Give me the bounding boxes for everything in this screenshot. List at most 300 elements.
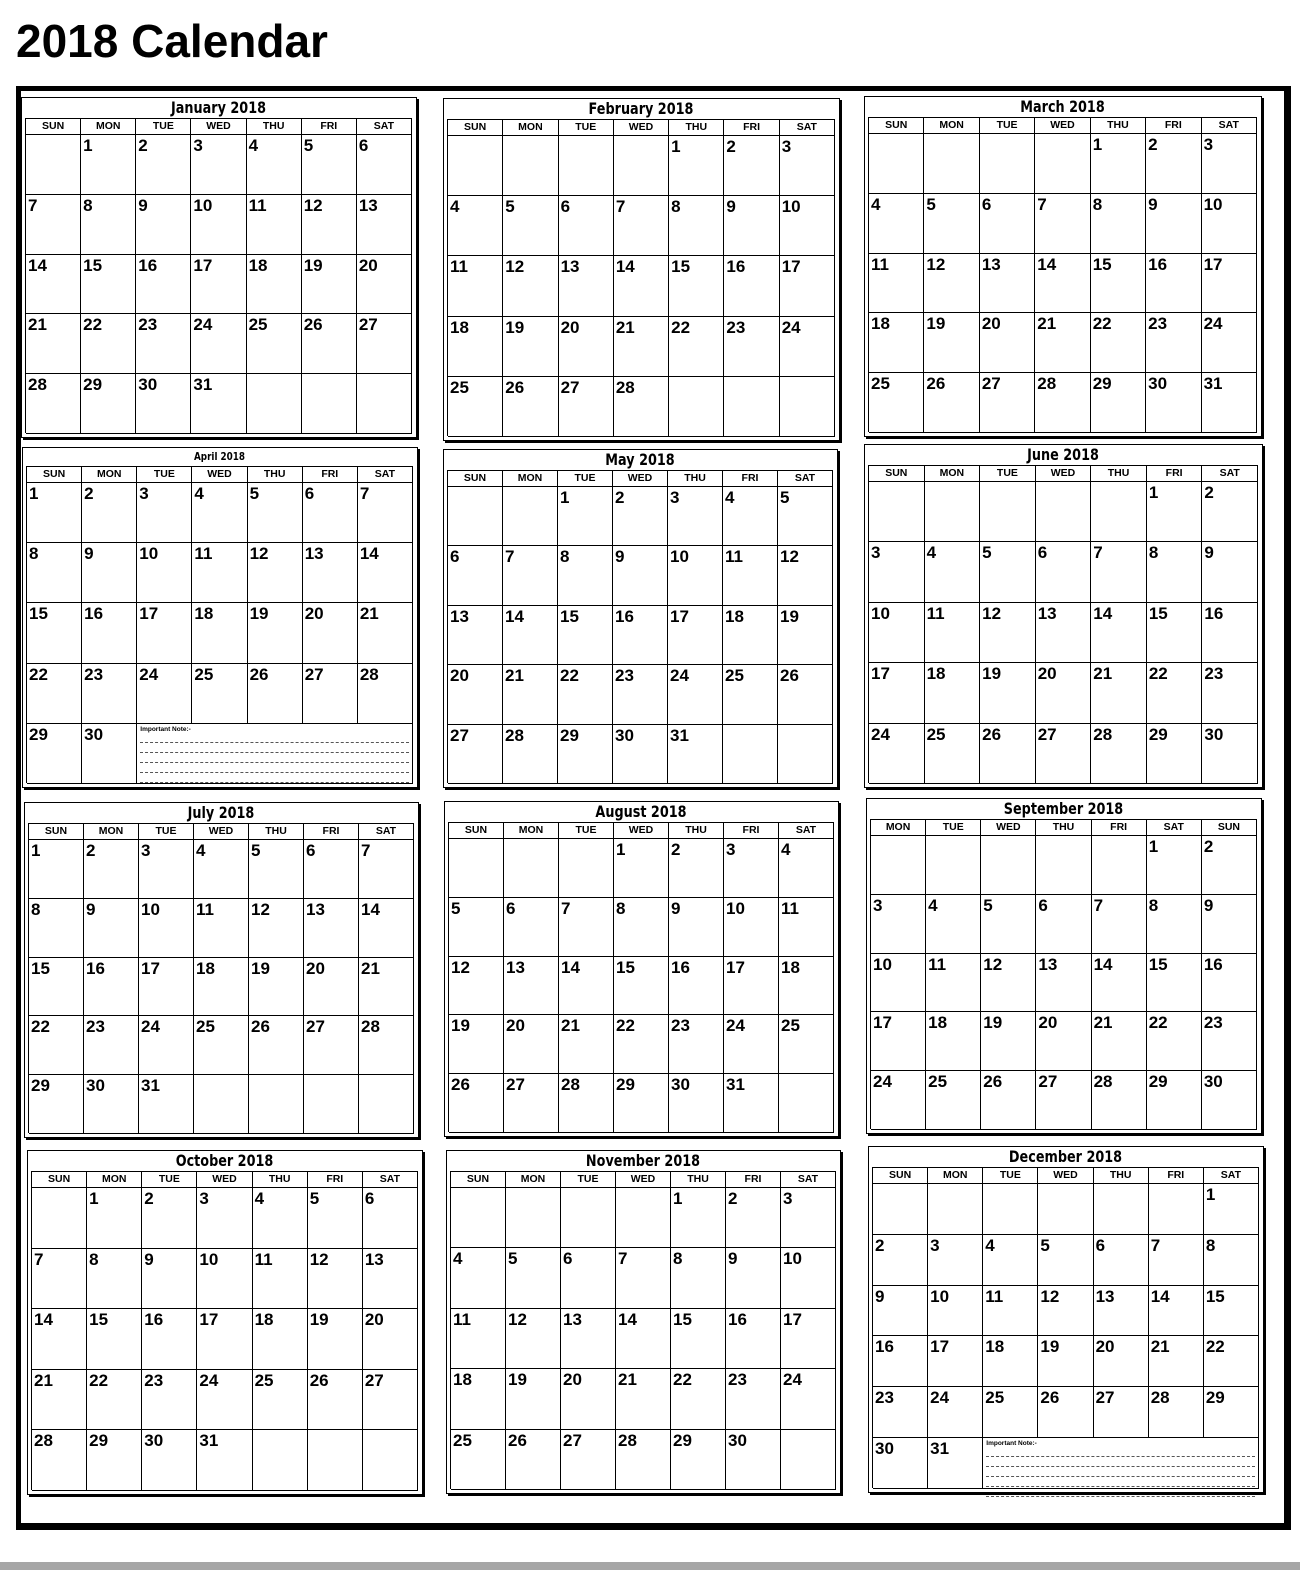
- day-number: 27: [306, 1017, 325, 1037]
- month-title: February 2018: [588, 99, 694, 118]
- day-cell: [194, 899, 249, 958]
- day-number: 14: [28, 255, 47, 275]
- day-number: 3: [871, 543, 881, 563]
- day-number: 12: [309, 1249, 329, 1269]
- day-number: 15: [1148, 954, 1168, 974]
- day-number: 25: [725, 666, 744, 686]
- day-cell: [359, 840, 414, 899]
- day-cell: [726, 1430, 781, 1490]
- day-number: 1: [1148, 483, 1159, 502]
- day-number: 12: [249, 544, 269, 564]
- day-number: 31: [141, 1076, 160, 1096]
- day-cell: [778, 546, 833, 605]
- day-cell: [358, 543, 413, 603]
- day-cell: [448, 377, 503, 437]
- day-cell: [247, 314, 302, 374]
- day-cell: [1091, 313, 1146, 373]
- day-number: 10: [199, 1249, 219, 1269]
- day-cell: [503, 377, 558, 437]
- day-number: 11: [450, 257, 468, 277]
- day-cell: [1094, 1286, 1149, 1337]
- day-cell: [139, 840, 194, 899]
- weekday-header: SUN: [448, 471, 503, 487]
- empty-cell: [980, 134, 1035, 194]
- day-cell: [139, 1016, 194, 1075]
- weekday-header: SAT: [780, 120, 835, 136]
- day-cell: [308, 1188, 363, 1249]
- day-number: 11: [725, 547, 743, 567]
- day-number: 7: [1093, 895, 1104, 915]
- day-number: 17: [670, 606, 689, 626]
- day-cell: [308, 1370, 363, 1431]
- day-cell: [1036, 663, 1092, 723]
- day-number: 7: [1150, 1235, 1161, 1255]
- day-cell: [726, 1248, 781, 1308]
- day-cell: [981, 895, 1036, 954]
- weekday-header: SAT: [1147, 820, 1202, 836]
- day-number: 17: [199, 1310, 219, 1330]
- day-cell: [1202, 194, 1257, 254]
- day-number: 2: [144, 1189, 154, 1208]
- day-cell: [1038, 1387, 1093, 1438]
- day-cell: [613, 487, 668, 546]
- day-cell: [1035, 194, 1090, 254]
- day-cell: [139, 958, 194, 1017]
- day-number: 18: [196, 958, 215, 978]
- important-note-label: Important Note:-: [986, 1440, 1037, 1448]
- day-number: 10: [139, 544, 159, 564]
- note-line: [986, 1467, 1255, 1477]
- empty-cell: [926, 836, 981, 895]
- day-number: 29: [1092, 374, 1112, 394]
- day-number: 17: [783, 1309, 802, 1329]
- day-number: 2: [1203, 837, 1214, 856]
- day-cell: [448, 256, 503, 316]
- day-number: 24: [199, 1370, 219, 1390]
- day-number: 23: [728, 1370, 747, 1390]
- day-number: 6: [1038, 895, 1048, 915]
- day-number: 5: [508, 1249, 518, 1269]
- day-cell: [926, 1071, 981, 1130]
- day-cell: [926, 895, 981, 954]
- day-cell: [724, 1015, 779, 1074]
- day-cell: [448, 546, 503, 605]
- day-number: 19: [1040, 1337, 1060, 1357]
- month-december: [868, 1146, 1264, 1493]
- day-number: 19: [982, 664, 1002, 684]
- empty-cell: [780, 377, 835, 437]
- empty-cell: [561, 1188, 616, 1248]
- month-title: April 2018: [193, 450, 246, 463]
- day-cell: [723, 606, 778, 665]
- day-cell: [302, 195, 357, 255]
- day-cell: [303, 603, 358, 663]
- day-cell: [304, 1016, 359, 1075]
- day-number: 5: [983, 895, 993, 915]
- day-cell: [724, 317, 779, 377]
- day-number: 24: [726, 1016, 745, 1036]
- weekday-header: MON: [82, 467, 137, 483]
- day-cell: [671, 1309, 726, 1369]
- note-line: [140, 743, 409, 753]
- day-number: 6: [1095, 1235, 1106, 1255]
- day-number: 14: [1093, 603, 1113, 623]
- day-cell: [779, 957, 834, 1016]
- weekday-header: WED: [981, 820, 1036, 836]
- note-line: [986, 1477, 1255, 1487]
- day-number: 18: [194, 604, 214, 624]
- day-number: 9: [1204, 543, 1214, 563]
- day-cell: [726, 1188, 781, 1248]
- empty-cell: [308, 1430, 363, 1491]
- day-number: 28: [561, 1075, 580, 1095]
- day-number: 23: [84, 664, 104, 684]
- day-cell: [191, 374, 246, 434]
- day-number: 26: [309, 1370, 329, 1390]
- day-number: 16: [86, 958, 105, 978]
- day-cell: [192, 664, 247, 724]
- month-title: July 2018: [187, 803, 255, 822]
- day-cell: [448, 317, 503, 377]
- weekday-header: SAT: [358, 467, 413, 483]
- day-cell: [1036, 895, 1091, 954]
- day-cell: [1035, 373, 1090, 433]
- day-cell: [1147, 724, 1203, 784]
- day-cell: [449, 898, 504, 957]
- day-cell: [925, 724, 981, 784]
- day-number: 25: [985, 1388, 1005, 1408]
- month-title: September 2018: [1003, 799, 1124, 818]
- month-february: [443, 98, 840, 441]
- day-cell: [192, 603, 247, 663]
- day-number: 14: [1150, 1286, 1170, 1306]
- day-number: 5: [451, 898, 461, 918]
- note-line: [140, 763, 409, 773]
- day-cell: [926, 1012, 981, 1071]
- day-number: 11: [985, 1286, 1004, 1306]
- day-cell: [983, 1336, 1038, 1387]
- day-number: 7: [359, 484, 370, 503]
- day-cell: [1035, 313, 1090, 373]
- day-number: 28: [361, 1017, 380, 1037]
- day-number: 29: [1148, 724, 1168, 744]
- day-cell: [82, 664, 137, 724]
- day-number: 21: [505, 666, 524, 686]
- day-cell: [616, 1248, 671, 1308]
- day-cell: [723, 665, 778, 724]
- day-number: 8: [1092, 194, 1103, 214]
- day-number: 19: [451, 1016, 470, 1036]
- day-cell: [1202, 482, 1258, 542]
- day-number: 10: [873, 954, 892, 974]
- empty-cell: [723, 725, 778, 784]
- day-number: 20: [1037, 664, 1057, 684]
- day-number: 28: [1093, 724, 1113, 744]
- day-cell: [1094, 1336, 1149, 1387]
- day-number: 20: [981, 314, 1001, 334]
- day-cell: [873, 1387, 928, 1438]
- day-number: 28: [359, 664, 379, 684]
- day-number: 4: [196, 841, 206, 860]
- empty-cell: [980, 482, 1036, 542]
- day-cell: [139, 1075, 194, 1134]
- day-number: 23: [671, 1016, 690, 1036]
- day-cell: [308, 1249, 363, 1310]
- empty-cell: [981, 836, 1036, 895]
- day-number: 6: [1037, 543, 1048, 563]
- empty-cell: [357, 374, 412, 434]
- day-cell: [448, 665, 503, 724]
- day-number: 2: [726, 137, 736, 156]
- day-number: 19: [303, 255, 323, 275]
- weekday-header: FRI: [1146, 118, 1201, 134]
- day-cell: [303, 664, 358, 724]
- day-cell: [780, 317, 835, 377]
- day-number: 20: [1038, 1013, 1058, 1033]
- month-grid: [25, 118, 412, 433]
- month-grid: [26, 466, 413, 783]
- weekday-header: SUN: [869, 118, 924, 134]
- day-cell: [1204, 1184, 1259, 1235]
- day-number: 18: [254, 1310, 274, 1330]
- day-number: 23: [1204, 664, 1224, 684]
- day-number: 17: [871, 664, 890, 684]
- day-cell: [669, 317, 724, 377]
- day-number: 16: [615, 606, 634, 626]
- day-cell: [614, 957, 669, 1016]
- day-number: 13: [450, 606, 469, 626]
- day-cell: [1038, 1286, 1093, 1337]
- day-cell: [1147, 603, 1203, 663]
- day-number: 29: [1148, 1072, 1168, 1092]
- day-number: 26: [451, 1075, 470, 1095]
- day-number: 13: [560, 257, 580, 277]
- day-number: 13: [358, 195, 378, 215]
- day-cell: [29, 1016, 84, 1075]
- day-cell: [925, 542, 981, 602]
- day-cell: [1036, 1071, 1091, 1130]
- day-number: 1: [31, 841, 41, 860]
- day-number: 2: [86, 841, 96, 860]
- day-number: 5: [926, 194, 936, 214]
- day-number: 11: [248, 195, 267, 215]
- day-cell: [981, 1071, 1036, 1130]
- day-number: 18: [450, 317, 469, 337]
- day-number: 8: [1148, 895, 1159, 915]
- day-number: 13: [506, 957, 525, 977]
- day-number: 22: [29, 664, 48, 684]
- day-number: 2: [875, 1235, 885, 1255]
- day-cell: [924, 313, 979, 373]
- day-number: 30: [615, 725, 634, 745]
- day-cell: [26, 255, 81, 315]
- day-cell: [926, 954, 981, 1013]
- day-cell: [980, 542, 1036, 602]
- day-number: 22: [1205, 1337, 1225, 1357]
- day-number: 26: [926, 374, 946, 394]
- weekday-header: SAT: [778, 471, 833, 487]
- day-number: 1: [671, 137, 681, 156]
- day-cell: [671, 1188, 726, 1248]
- day-number: 3: [193, 136, 203, 155]
- month-grid: [447, 119, 835, 436]
- day-number: 25: [450, 377, 469, 397]
- day-cell: [928, 1438, 983, 1489]
- day-number: 15: [1092, 254, 1112, 274]
- day-number: 21: [361, 958, 380, 978]
- month-grid: [447, 470, 833, 783]
- month-title: May 2018: [605, 450, 675, 469]
- day-number: 20: [560, 317, 580, 337]
- day-cell: [779, 839, 834, 898]
- day-number: 28: [34, 1431, 53, 1451]
- month-title: December 2018: [1008, 1147, 1123, 1166]
- day-cell: [359, 899, 414, 958]
- empty-cell: [451, 1188, 506, 1248]
- day-number: 22: [83, 315, 103, 335]
- weekday-header: MON: [503, 120, 558, 136]
- weekday-header: SAT: [359, 824, 414, 840]
- day-number: 18: [871, 314, 890, 334]
- month-title: June 2018: [1027, 445, 1099, 464]
- day-number: 14: [618, 1309, 637, 1329]
- day-number: 9: [86, 899, 96, 919]
- weekday-header: TUE: [142, 1172, 197, 1188]
- day-cell: [614, 377, 669, 437]
- weekday-header: TUE: [926, 820, 981, 836]
- day-cell: [924, 254, 979, 314]
- empty-cell: [1092, 836, 1147, 895]
- day-cell: [1202, 1071, 1257, 1130]
- day-number: 29: [83, 375, 103, 395]
- day-number: 23: [1148, 314, 1168, 334]
- weekday-header: FRI: [308, 1172, 363, 1188]
- day-cell: [669, 957, 724, 1016]
- day-cell: [194, 958, 249, 1017]
- weekday-header: SUN: [448, 120, 503, 136]
- day-cell: [668, 665, 723, 724]
- day-number: 31: [199, 1431, 219, 1451]
- weekday-header: WED: [616, 1172, 671, 1188]
- empty-cell: [781, 1430, 836, 1490]
- day-number: 11: [871, 254, 889, 274]
- day-number: 14: [1093, 954, 1113, 974]
- day-cell: [1146, 373, 1201, 433]
- day-cell: [925, 663, 981, 723]
- day-cell: [506, 1309, 561, 1369]
- day-cell: [928, 1336, 983, 1387]
- day-number: 5: [780, 488, 790, 507]
- day-number: 9: [615, 547, 625, 567]
- day-number: 24: [141, 1017, 160, 1037]
- day-number: 29: [89, 1431, 109, 1451]
- day-number: 2: [1148, 135, 1158, 154]
- day-cell: [137, 664, 192, 724]
- day-number: 2: [84, 484, 94, 503]
- weekday-header: SUN: [449, 823, 504, 839]
- day-cell: [1202, 134, 1257, 194]
- day-cell: [1036, 1012, 1091, 1071]
- weekday-header: THU: [1091, 466, 1147, 482]
- day-cell: [1202, 724, 1258, 784]
- day-number: 10: [141, 899, 160, 919]
- day-cell: [871, 1012, 926, 1071]
- day-cell: [26, 374, 81, 434]
- day-number: 1: [560, 488, 570, 507]
- day-cell: [928, 1387, 983, 1438]
- day-number: 10: [930, 1286, 950, 1306]
- day-cell: [1202, 542, 1258, 602]
- day-number: 30: [671, 1075, 690, 1095]
- day-number: 29: [616, 1075, 635, 1095]
- day-cell: [614, 196, 669, 256]
- weekday-header: SUN: [29, 824, 84, 840]
- empty-cell: [302, 374, 357, 434]
- day-cell: [87, 1188, 142, 1249]
- day-number: 15: [1148, 603, 1168, 623]
- day-number: 20: [358, 255, 378, 275]
- day-cell: [29, 899, 84, 958]
- day-number: 6: [981, 194, 992, 214]
- day-cell: [1092, 1012, 1147, 1071]
- weekday-header: THU: [1036, 820, 1091, 836]
- weekday-header: TUE: [980, 466, 1036, 482]
- day-cell: [559, 317, 614, 377]
- day-number: 26: [983, 1072, 1003, 1092]
- day-cell: [192, 483, 247, 543]
- day-cell: [363, 1309, 418, 1370]
- weekday-header: WED: [1036, 466, 1092, 482]
- day-number: 4: [450, 197, 460, 217]
- day-cell: [1149, 1235, 1204, 1286]
- empty-cell: [253, 1430, 308, 1491]
- empty-cell: [614, 136, 669, 196]
- day-number: 7: [615, 197, 626, 217]
- day-cell: [142, 1249, 197, 1310]
- weekday-header: SUN: [869, 466, 925, 482]
- day-number: 24: [930, 1388, 950, 1408]
- day-cell: [197, 1249, 252, 1310]
- day-number: 6: [563, 1249, 573, 1269]
- day-number: 20: [450, 666, 469, 686]
- day-number: 2: [138, 136, 148, 155]
- day-cell: [869, 313, 924, 373]
- day-number: 9: [728, 1249, 738, 1269]
- day-number: 5: [1040, 1235, 1050, 1255]
- day-cell: [503, 725, 558, 784]
- day-number: 23: [144, 1370, 164, 1390]
- day-number: 22: [673, 1370, 692, 1390]
- day-cell: [1146, 254, 1201, 314]
- day-number: 12: [982, 603, 1002, 623]
- day-number: 24: [781, 317, 801, 337]
- day-number: 11: [254, 1249, 273, 1269]
- empty-cell: [869, 134, 924, 194]
- day-number: 8: [89, 1249, 99, 1269]
- day-number: 23: [726, 317, 746, 337]
- day-cell: [724, 1074, 779, 1133]
- day-cell: [724, 957, 779, 1016]
- day-number: 3: [726, 840, 736, 859]
- day-cell: [248, 543, 303, 603]
- empty-cell: [559, 136, 614, 196]
- day-cell: [613, 546, 668, 605]
- day-number: 30: [138, 375, 158, 395]
- day-number: 3: [139, 484, 149, 503]
- day-number: 19: [983, 1013, 1003, 1033]
- day-number: 27: [506, 1075, 525, 1095]
- day-cell: [869, 194, 924, 254]
